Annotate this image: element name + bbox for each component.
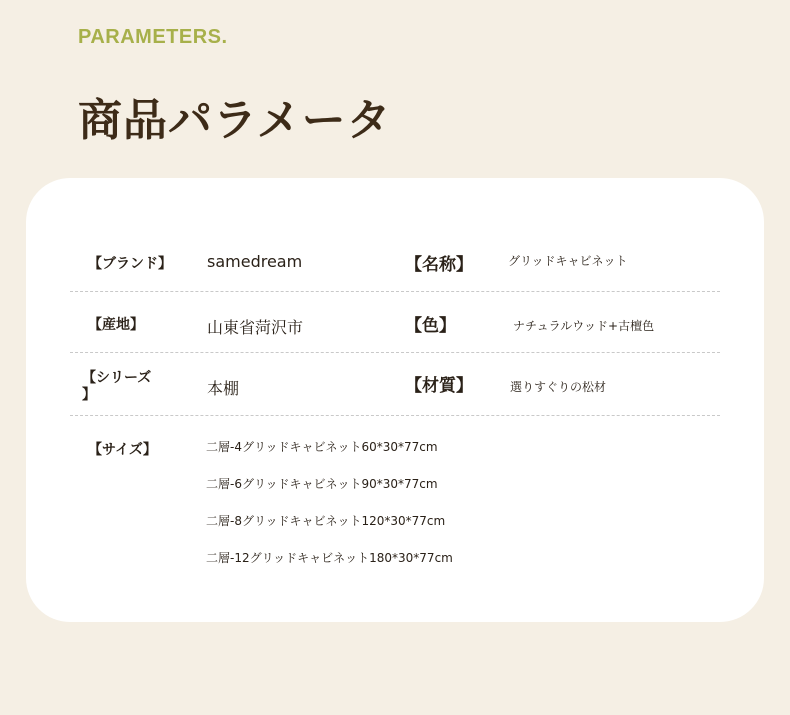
material-value: 選りすぐりの松材 (510, 380, 607, 394)
series-label-line2: 】 (82, 386, 96, 403)
size-item: 二層-8グリッドキャビネット120*30*77cm (206, 514, 446, 528)
color-value: ナチュラルウッド+古檀色 (513, 319, 655, 333)
brand-label: 【ブランド】 (88, 256, 172, 272)
color-label: 【色】 (405, 316, 456, 336)
size-item: 二層-6グリッドキャビネット90*30*77cm (206, 477, 438, 491)
origin-label: 【産地】 (88, 317, 144, 333)
name-label: 【名称】 (405, 255, 473, 275)
param-row-series-material (70, 353, 720, 416)
brand-value: samedream (207, 252, 303, 271)
name-value: グリッドキャビネット (508, 254, 628, 268)
material-label: 【材質】 (405, 376, 473, 396)
size-item: 二層-4グリッドキャビネット60*30*77cm (206, 440, 438, 454)
size-item: 二層-12グリッドキャビネット180*30*77cm (206, 551, 453, 565)
section-eyebrow: PARAMETERS. (78, 26, 228, 48)
series-label-line1: 【シリーズ (82, 370, 152, 386)
series-value: 本棚 (207, 379, 240, 398)
size-label: 【サイズ】 (88, 442, 157, 458)
param-row-brand-name (70, 238, 720, 292)
size-list (206, 438, 453, 586)
param-row-origin-color (70, 292, 720, 353)
page-title: 商品パラメータ (78, 95, 392, 146)
parameters-card (26, 178, 764, 622)
series-label (82, 370, 151, 404)
origin-value: 山東省菏沢市 (207, 318, 304, 337)
